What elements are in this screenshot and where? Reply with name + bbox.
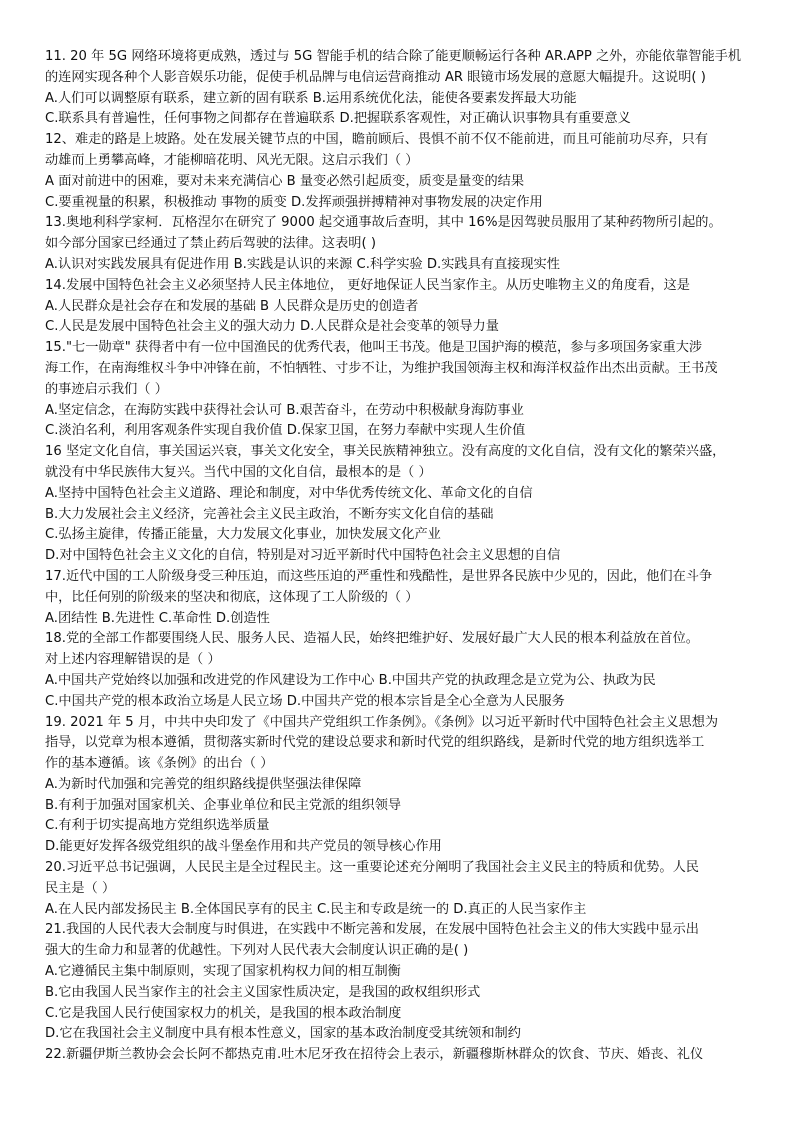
question-text-line: 18.党的全部工作都要围绕人民、服务人民、造福人民，始终把维护好、发展好最广大人民的根本利益放在首位。 bbox=[45, 631, 699, 647]
question-text-line: 作的基本遵循。该《条例》的出台（ ） bbox=[45, 756, 274, 772]
option-line: D.能更好发挥各级党组织的战斗堡垒作用和共产党员的领导核心作用 bbox=[45, 839, 442, 855]
question-text-line: 中，比任何别的阶级来的坚决和彻底，这体现了工人阶级的（ ） bbox=[45, 589, 419, 605]
option-line: A.它遵循民主集中制原则，实现了国家机构权力间的相互制衡 bbox=[45, 964, 401, 980]
question-text-line: 22.新疆伊斯兰教协会会长阿不都热克甫.吐木尼牙孜在招待会上表示，新疆穆斯林群众的饮食、节庆、婚丧、礼仪 bbox=[45, 1047, 704, 1063]
option-line: A.团结性 B.先进性 C.革命性 D.创造性 bbox=[45, 610, 270, 626]
question-18 bbox=[45, 629, 750, 712]
question-text-line: 动雄而上勇攀高峰，才能柳暗花明、风光无限。这启示我们（ ） bbox=[45, 152, 419, 168]
option-line: A.为新时代加强和完善党的组织路线提供坚强法律保障 bbox=[45, 776, 362, 792]
question-text-line: 21.我国的人民代表大会制度与时俱进，在实践中不断完善和发展，在发展中国特色社会主义的伟大实践中显示出 bbox=[45, 922, 699, 938]
option-line: A 面对前进中的困难，要对未来充满信心 B 量变必然引起质变，质变是量变的结果 bbox=[45, 173, 525, 189]
option-line: C.淡泊名利，利用客观条件实现自我价值 D.保家卫国，在努力奉献中实现人生价值 bbox=[45, 423, 526, 439]
option-line: C.有利于切实提高地方党组织选举质量 bbox=[45, 818, 270, 834]
option-line: C.它是我国人民行使国家权力的机关，是我国的根本政治制度 bbox=[45, 1005, 402, 1021]
question-text-line: 17.近代中国的工人阶级身受三种压迫，而这些压迫的严重性和残酷性，是世界各民族中少见的，因此，他们在斗争 bbox=[45, 568, 713, 584]
question-text-line: 强大的生命力和显著的优越性。下列对人民代表大会制度认识正确的是( ) bbox=[45, 943, 469, 959]
question-20 bbox=[45, 858, 750, 920]
question-text-line: 19. 2021 年 5 月，中共中央印发了《中国共产党组织工作条例》。《条例》以习近平新时代中国特色社会主义思想为 bbox=[45, 714, 719, 730]
question-19 bbox=[45, 713, 750, 859]
question-12 bbox=[45, 130, 750, 213]
question-text-line: 的事迹启示我们（ ） bbox=[45, 381, 168, 397]
question-text-line: 16 坚定文化自信，事关国运兴衰，事关文化安全，事关民族精神独立。没有高度的文化自信，没有文化的繁荣兴盛， bbox=[45, 444, 726, 460]
option-line: D.它在我国社会主义制度中具有根本性意义，国家的基本政治制度受其统领和制约 bbox=[45, 1026, 521, 1042]
option-line: C.要重视量的积累，积极推动 事物的质变 D.发挥顽强拼搏精神对事物发展的决定作用 bbox=[45, 194, 543, 210]
option-line: A.人民群众是社会存在和发展的基础 B 人民群众是历史的创造者 bbox=[45, 298, 419, 314]
question-21 bbox=[45, 920, 750, 1045]
question-22 bbox=[45, 1045, 750, 1066]
question-15 bbox=[45, 338, 750, 442]
question-16 bbox=[45, 442, 750, 567]
option-line: A.人们可以调整原有联系，建立新的固有联系 B.运用系统优化法，能使各要素发挥最大功能 bbox=[45, 90, 577, 106]
option-line: B.它由我国人民当家作主的社会主义国家性质决定，是我国的政权组织形式 bbox=[45, 984, 481, 1000]
question-text-line: 12、难走的路是上坡路。处在发展关键节点的中国，瞻前顾后、畏惧不前不仅不能前进，而且可能前功尽弃，只有 bbox=[45, 132, 708, 148]
question-text-line: 20.习近平总书记强调，人民民主是全过程民主。这一重要论述充分阐明了我国社会主义民主的特质和优势。人民 bbox=[45, 860, 699, 876]
question-text-line: 就没有中华民族伟大复兴。当代中国的文化自信，最根本的是（ ） bbox=[45, 464, 432, 480]
option-line: C.弘扬主旋律，传播正能量，大力发展文化事业，加快发展文化产业 bbox=[45, 527, 441, 543]
option-line: A.中国共产党始终以加强和改进党的作风建设为工作中心 B.中国共产党的执政理念是立党为公、执政为民 bbox=[45, 672, 656, 688]
question-text-line: 对上述内容理解错误的是（ ） bbox=[45, 652, 221, 668]
question-text-line: 15."七一勋章" 获得者中有一位中国渔民的优秀代表，他叫王书茂。他是卫国护海的模范，参与多项国务家重大涉 bbox=[45, 340, 703, 356]
question-11 bbox=[45, 47, 750, 130]
question-text-line: 如今部分国家已经通过了禁止药后驾驶的法律。这表明( ) bbox=[45, 236, 376, 252]
option-line: A.坚持中国特色社会主义道路、理论和制度，对中华优秀传统文化、革命文化的自信 bbox=[45, 485, 533, 501]
option-line: A.坚定信念，在海防实践中获得社会认可 B.艰苦奋斗，在劳动中积极献身海防事业 bbox=[45, 402, 524, 418]
question-text-line: 14.发展中国特色社会主义必须坚持人民主体地位， 更好地保证人民当家作主。从历史唯物主义的角度看，这是 bbox=[45, 277, 690, 293]
question-text-line: 13.奥地利科学家柯．瓦格涅尔在研究了 9000 起交通事故后查明，其中 16%是因驾驶员服用了某种药物所引起的。 bbox=[45, 215, 722, 231]
option-line: B.有利于加强对国家机关、企事业单位和民主党派的组织领导 bbox=[45, 797, 402, 813]
option-line: C.联系具有普遍性，任何事物之间都存在普遍联系 D.把握联系客观性，对正确认识事物具有重要意义 bbox=[45, 111, 631, 127]
question-text-line: 民主是（ ） bbox=[45, 880, 116, 896]
question-text-line: 的连网实现各种个人影音娱乐功能，促使手机品牌与电信运营商推动 AR 眼镜市场发展的意愿大幅提升。这说明( ) bbox=[45, 69, 706, 85]
question-text-line: 11. 20 年 5G 网络环境将更成熟，透过与 5G 智能手机的结合除了能更顺畅运行各种 AR.APP 之外，亦能依靠智能手机 bbox=[45, 49, 742, 64]
option-line: C.中国共产党的根本政治立场是人民立场 D.中国共产党的根本宗旨是全心全意为人民服务 bbox=[45, 693, 565, 709]
option-line: C.人民是发展中国特色社会主义的强大动力 D.人民群众是社会变革的领导力量 bbox=[45, 319, 499, 335]
option-line: B.大力发展社会主义经济，完善社会主义民主政治，不断夯实文化自信的基础 bbox=[45, 506, 494, 522]
question-17 bbox=[45, 567, 750, 629]
question-13 bbox=[45, 213, 750, 275]
option-line: A.在人民内部发扬民主 B.全体国民享有的民主 C.民主和专政是统一的 D.真正的人民当家作主 bbox=[45, 901, 587, 917]
question-text-line: 指导，以党章为根本遵循，贯彻落实新时代党的建设总要求和新时代党的组织路线，是新时代党的地方组织选举工 bbox=[45, 735, 705, 751]
option-line: A.认识对实践发展具有促进作用 B.实践是认识的来源 C.科学实验 D.实践具有直接现实性 bbox=[45, 256, 560, 272]
question-text-line: 海工作，在南海维权斗争中冲锋在前，不怕牺牲、寸步不让，为维护我国领海主权和海洋权益作出杰出贡献。王书茂 bbox=[45, 360, 718, 376]
option-line: D.对中国特色社会主义文化的自信，特别是对习近平新时代中国特色社会主义思想的自信 bbox=[45, 548, 561, 564]
question-14 bbox=[45, 276, 750, 338]
